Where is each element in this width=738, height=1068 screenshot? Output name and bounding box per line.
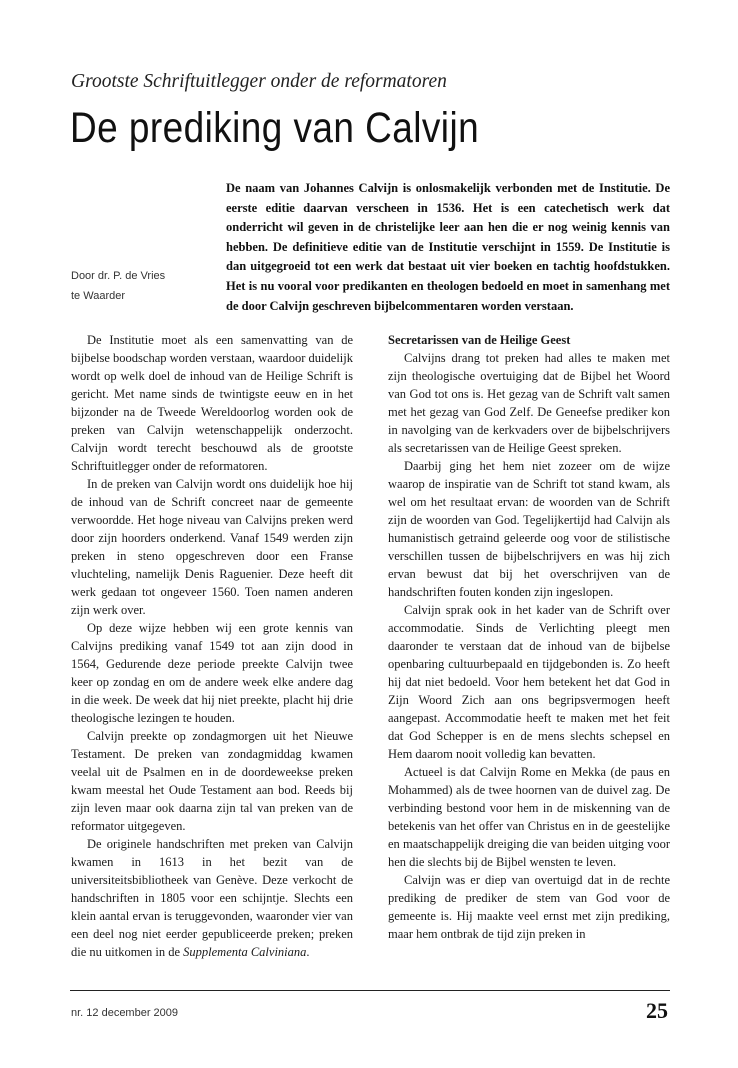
left-paragraph-2: In de preken van Calvijn wordt ons duidelijk hoe hij de inhoud van de Schrift concreet naar de gemeente verwoordde. Het hoge niveau van Calvijns preken werd door zijn hoorders onderkend. Vanaf 1549 werden zijn preken in steno opgeschreven door een Franse vluchteling, namelijk Denis Raguenier. Deze heeft dit werk gedaan tot ongeveer 1560. Toen namen anderen zijn werk over. bbox=[71, 477, 353, 617]
right-column bbox=[388, 331, 670, 943]
right-paragraph-2: Daarbij ging het hem niet zozeer om de wijze waarop de inspiratie van de Schrift tot stand kwam, als wel om het resultaat ervan: de woorden van de Schrift zijn de woorden van God. Tegelijkertijd had Calvijn als humanistisch getraind geleerde oog voor de stilistische verschillen tussen de bijbelschrijvers en was hij zich ervan bewust dat bij het overschrijven van de handschriften fouten konden zijn ingeslopen. bbox=[388, 459, 670, 599]
left-paragraph-1: De Institutie moet als een samenvatting van de bijbelse boodschap worden verstaan, waardoor duidelijk wordt op welk doel de inhoud van de Heilige Schrift is gericht. Met name sinds de twintigste eeuw en in het bijzonder na de Tweede Wereldoorlog worden ook de preken van Calvijn wetenschappelijk onderzocht. Calvijn wordt terecht beschouwd als de grootste Schriftuitlegger onder de reformatoren. bbox=[71, 333, 353, 473]
kicker: Grootste Schriftuitlegger onder de reformatoren bbox=[71, 71, 447, 92]
section-heading: Secretarissen van de Heilige Geest bbox=[388, 333, 571, 347]
footer-rule bbox=[70, 990, 670, 991]
page-title: De prediking van Calvijn bbox=[70, 104, 480, 152]
left-paragraph-3: Op deze wijze hebben wij een grote kennis van Calvijns prediking vanaf 1549 tot aan zijn dood in 1564, Gedurende deze periode preekte Calvijn twee keer op zondag en om de andere week elke andere dag in die week. De week dat hij niet preekte, placht hij drie theologische lezingen te houden. bbox=[71, 621, 353, 725]
right-paragraph-5: Calvijn was er diep van overtuigd dat in de rechte prediking de prediker de stem van God voor de gemeente is. Hij maakte veel ernst met zijn prediking, maar hem ontbrak de tijd zijn preken in bbox=[388, 873, 670, 941]
page-number: 25 bbox=[646, 998, 668, 1023]
footer-issue: nr. 12 december 2009 bbox=[71, 1007, 179, 1019]
right-paragraph-1: Calvijns drang tot preken had alles te maken met zijn theologische overtuiging dat de Bijbel het Woord van God tot ons is. Het gezag van de Schrift valt samen met het gezag van God Zelf. De Geneefse prediker kon in navolging van de kerkvaders over de bijbelschrijvers als secretarissen van de Heilige Geest spreken. bbox=[388, 351, 670, 455]
left-paragraph-5-text: De originele handschriften met preken van Calvijn kwamen in 1613 in het bezit van de universiteitsbibliotheek van Genève. Deze verkocht de handschriften in 1805 voor een schijntje. Slechts een klein aantal ervan is teruggevonden, waaronder vier van een deel nog niet eerder gepubliceerde preken; preken die nu uitkomen in de bbox=[71, 837, 353, 959]
left-column bbox=[71, 331, 353, 961]
left-paragraph-5-end: . bbox=[306, 945, 310, 959]
byline-author: Door dr. P. de Vries bbox=[71, 270, 166, 282]
intro-paragraph: De naam van Johannes Calvijn is onlosmakelijk verbonden met de Institutie. De eerste editie daarvan verscheen in 1536. Het is een catechetisch werk dat onderricht wil geven in de christelijke leer aan hen die er nog weinig kennis van hebben. De definitieve editie van de Institutie verschijnt in 1559. De Institutie is dan uitgegroeid tot een werk dat bestaat uit vier boeken en tachtig hoofdstukken. Het is nu vooral voor predikanten en theologen bedoeld en moet in samenhang met de door Calvijn geschreven bijbelcommentaren worden verstaan. bbox=[226, 181, 670, 313]
supplementa-title: Supplementa Calviniana bbox=[183, 945, 307, 959]
left-paragraph-4: Calvijn preekte op zondagmorgen uit het Nieuwe Testament. De preken van zondagmiddag kwamen veelal uit de Psalmen en in de doordeweekse preken kwam meestal het Oude Testament aan bod. Reeds bij zijn leven maar ook daarna zijn tal van preken van de reformator uitgegeven. bbox=[71, 729, 353, 833]
byline-location: te Waarder bbox=[71, 290, 126, 302]
left-paragraph-5 bbox=[71, 835, 353, 961]
right-paragraph-3: Calvijn sprak ook in het kader van de Schrift over accommodatie. Sinds de Verlichting pleegt men daaronder te verstaan dat de inhoud van de bijbelse openbaring cultuurbepaald en tijdgebonden is. Zo heeft hij dat niet bedoeld. Voor hem betekent het dat God in Zijn Woord Zich aan ons begripsvermogen heeft aangepast. Accommodatie heeft te maken met het feit dat God Schepper is en de mens slechts schepsel en Hem daarom nooit volledig kan bevatten. bbox=[388, 603, 670, 761]
byline bbox=[71, 266, 165, 306]
right-paragraph-4: Actueel is dat Calvijn Rome en Mekka (de paus en Mohammed) als de twee hoornen van de duivel zag. De verbinding bestond voor hem in de miskenning van de betekenis van het offer van Christus en in de geestelijke en maatschappelijk dreiging die van beiden uitging voor hen die slechts bij de Bijbel wensten te leven. bbox=[388, 765, 670, 869]
